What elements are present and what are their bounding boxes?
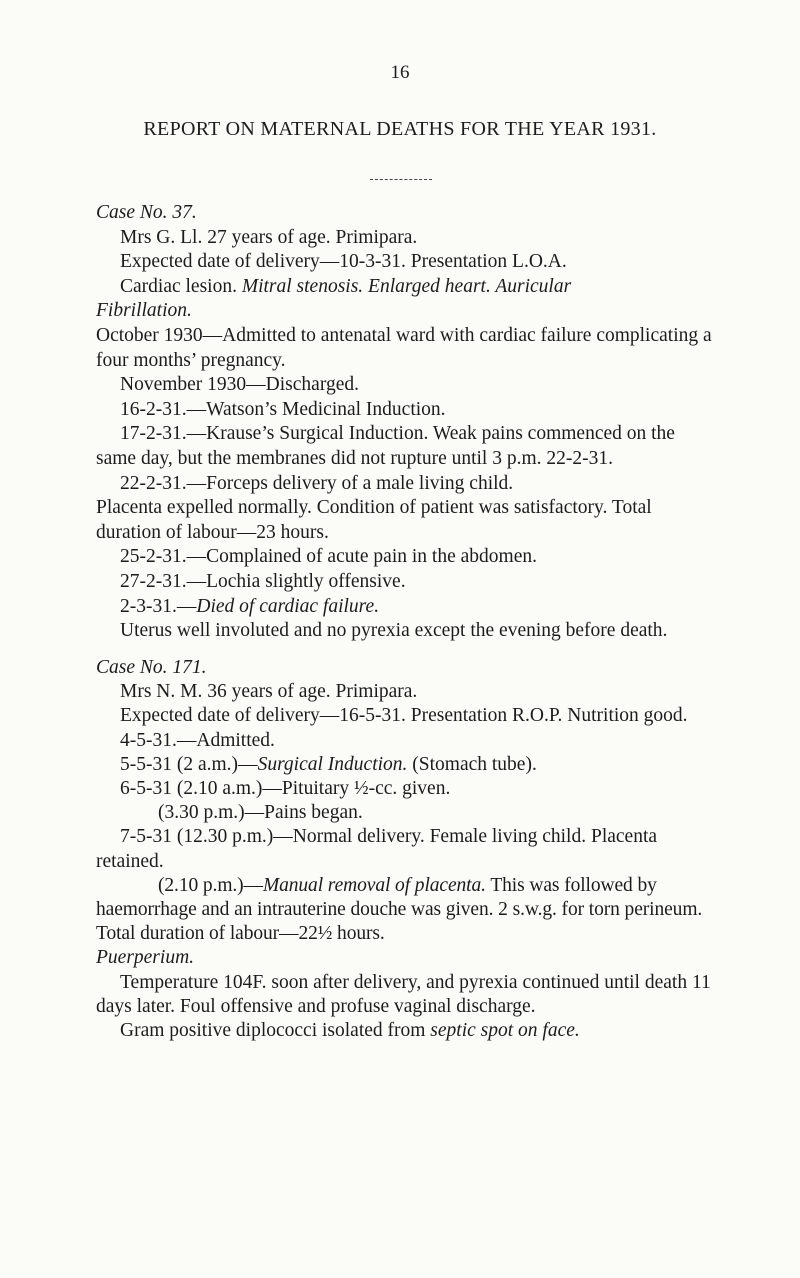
case-171-patient: Mrs N. M. 36 years of age. Primipara. — [120, 681, 418, 703]
report-title: REPORT ON MATERNAL DEATHS FOR THE YEAR 1931. — [143, 118, 657, 140]
case-171-pains: (3.30 p.m.)—Pains began. — [158, 802, 363, 824]
case-171-temperature: Temperature 104F. soon after delivery, and pyrexia continued until death 11 days later. Foul offensive and profuse vaginal discharge. — [96, 971, 711, 1017]
case-37-fibrillation — [96, 299, 716, 324]
case-171-gram — [96, 1019, 716, 1043]
page-number: 16 — [390, 62, 410, 83]
case-37-pain: 25-2-31.—Complained of acute pain in the abdomen. — [120, 546, 537, 568]
case-171-admitted: 4-5-31.—Admitted. — [120, 729, 275, 751]
case-37-uterus: Uterus well involuted and no pyrexia except the evening before death. — [120, 620, 668, 642]
case-37-heading: Case No. 37. — [96, 202, 197, 223]
case-37-october: October 1930—Admitted to antenatal ward with cardiac failure complicating a four months’ pregnancy. — [96, 324, 712, 371]
case-171-gram-source: septic spot on face. — [430, 1020, 580, 1042]
case-37-lochia: 27-2-31.—Lochia slightly offensive. — [120, 570, 406, 592]
case-37-watson: 16-2-31.—Watson’s Medicinal Induction. — [120, 398, 446, 420]
case-37-section — [96, 201, 716, 644]
case-171-induction-date: 5-5-31 (2 a.m.)— — [120, 753, 258, 775]
case-37-fibrillation-text: Fibrillation. — [96, 300, 192, 322]
case-37-death-cause: Died of cardiac failure. — [196, 595, 380, 617]
case-171-heading: Case No. 171. — [96, 657, 207, 678]
case-37-death-date: 2-3-31.— — [120, 595, 197, 617]
case-37-patient: Mrs G. Ll. 27 years of age. Primipara. — [120, 226, 418, 248]
case-171-gram-text: Gram positive diplococci isolated from — [120, 1020, 431, 1042]
case-171-manual-removal — [96, 874, 716, 947]
case-37-lesion-label: Cardiac lesion. — [120, 275, 242, 297]
case-171-puerperium-heading: Puerperium. — [96, 947, 195, 969]
case-171-section — [96, 656, 716, 1043]
separator-rule — [370, 179, 432, 180]
case-171-expected-date: Expected date of delivery—16-5-31. Presentation R.O.P. Nutrition good. — [120, 705, 688, 727]
case-37-november: November 1930—Discharged. — [120, 374, 359, 396]
case-171-induction-type: Surgical Induction. — [257, 753, 408, 775]
case-171-puerperium — [96, 946, 716, 970]
case-37-forceps: 22-2-31.—Forceps delivery of a male living child. — [120, 472, 514, 494]
case-171-delivery: 7-5-31 (12.30 p.m.)—Normal delivery. Female living child. Placenta retained. — [96, 826, 658, 872]
case-171-removal-title: Manual removal of placenta. — [262, 874, 486, 896]
case-37-lesion-detail: Mitral stenosis. Enlarged heart. Auricular — [241, 275, 572, 297]
case-171-removal-time: (2.10 p.m.)— — [158, 874, 263, 896]
case-37-death — [96, 595, 716, 620]
case-37-expected-date — [96, 250, 716, 275]
case-171-removal-detail: This was followed by haemorrhage and an intrauterine douche was given. 2 s.w.g. for torn perineum. Total duration of labour—22½ hours. — [96, 874, 703, 945]
case-171-induction-note: (Stomach tube). — [407, 753, 537, 775]
case-37-expected-text: Expected date of delivery—10-3-31. Presentation L.O.A. — [120, 251, 567, 273]
case-37-krause: 17-2-31.—Krause’s Surgical Induction. Weak pains commenced on the same day, but the membranes did not rupture until 3 p.m. 22-2-31. — [96, 423, 675, 469]
case-37-cardiac-lesion — [96, 275, 716, 300]
case-171-pituitary: 6-5-31 (2.10 a.m.)—Pituitary ½-cc. given. — [120, 778, 451, 800]
case-171-induction — [96, 753, 716, 777]
case-37-placenta: Placenta expelled normally. Condition of patient was satisfactory. Total duration of labour—23 hours. — [96, 497, 652, 543]
